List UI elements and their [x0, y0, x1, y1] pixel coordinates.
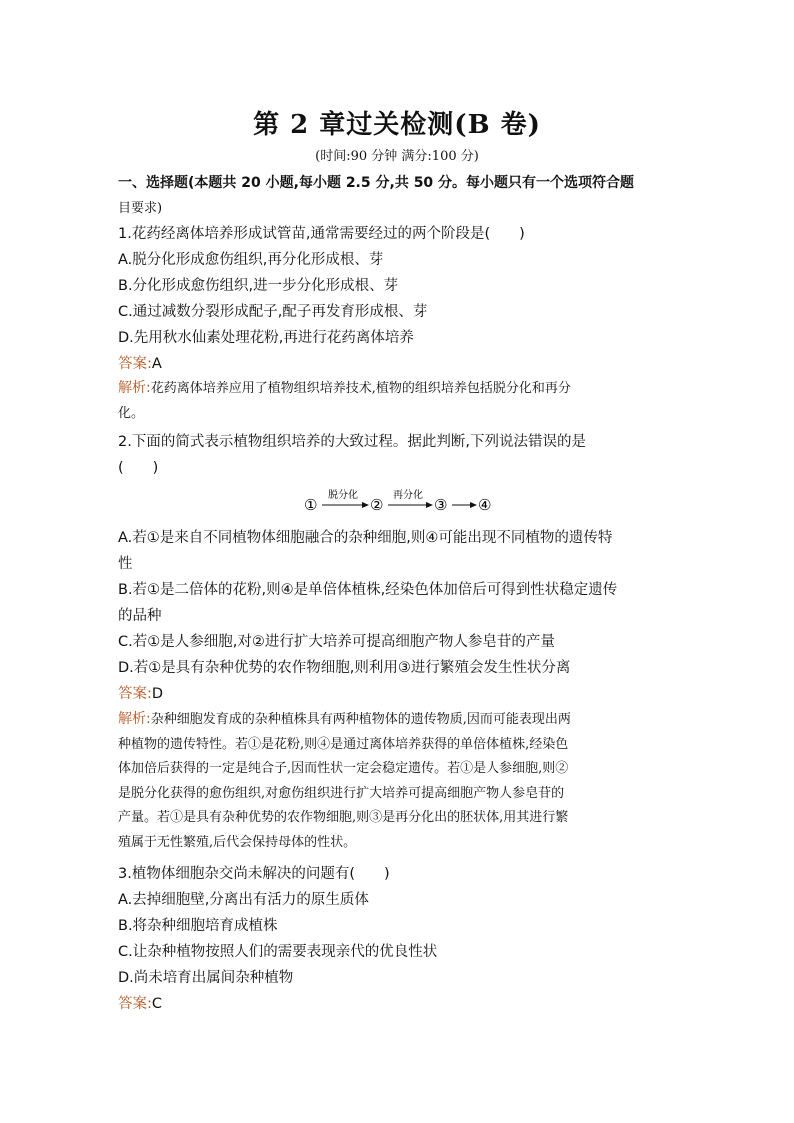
question-2-answer	[118, 682, 163, 703]
explanation-line: 体加倍后获得的一定是纯合子,因而性状一定会稳定遗传。若①是人参细胞,则②	[118, 761, 569, 776]
diagram-node-2: ②	[370, 496, 384, 514]
page-title: 第 2 章过关检测(B 卷)	[253, 110, 541, 140]
question-3-option-d: D.尚未培育出属间杂种植物	[118, 970, 294, 986]
section-heading	[118, 172, 634, 192]
question-1-option-a: A.脱分化形成愈伤组织,再分化形成根、芽	[118, 252, 384, 268]
answer-label: 答案:	[118, 996, 152, 1012]
question-1-option-b: B.分化形成愈伤组织,进一步分化形成根、芽	[118, 278, 399, 294]
question-2-option-a-cont: 性	[118, 556, 133, 572]
question-2-option-b-cont: 的品种	[118, 608, 162, 624]
exam-meta: (时间:90 分钟 满分:100 分)	[315, 149, 479, 164]
question-2-option-c: C.若①是人参细胞,对②进行扩大培养可提高细胞产物人参皂苷的产量	[118, 634, 555, 650]
explanation-line: 是脱分化获得的愈伤组织,对愈伤组织进行扩大培养可提高细胞产物人参皂苷的	[118, 785, 565, 801]
diagram-node-4: ④	[478, 496, 492, 514]
answer-value: D	[151, 686, 164, 702]
answer-label: 答案:	[118, 356, 152, 372]
explanation-line: 殖属于无性繁殖,后代会保持母体的性状。	[118, 834, 357, 850]
question-1-answer	[118, 352, 162, 373]
answer-value: A	[151, 356, 162, 372]
question-3-answer	[118, 992, 162, 1013]
question-1-option-d: D.先用秋水仙素处理花粉,再进行花药离体培养	[118, 330, 414, 346]
question-1-option-c: C.通过减数分裂形成配子,配子再发育形成根、芽	[118, 304, 428, 320]
explanation-label: 解析:	[118, 380, 151, 396]
explanation-line: 产量。若①是具有杂种优势的农作物细胞,则③是再分化出的胚状体,用其进行繁	[118, 810, 569, 825]
question-2-stem: 2.下面的简式表示植物组织培养的大致过程。据此判断,下列说法错误的是	[118, 434, 586, 450]
question-3-stem: 3.植物体细胞杂交尚未解决的问题有( )	[118, 866, 390, 882]
answer-label: 答案:	[118, 686, 152, 702]
diagram-arrow-1-label: 脱分化	[328, 490, 358, 501]
question-2-option-b: B.若①是二倍体的花粉,则④是单倍体植株,经染色体加倍后可得到性状稳定遗传	[118, 582, 618, 598]
section-heading-line2: 目要求)	[118, 201, 163, 216]
diagram-node-1: ①	[304, 496, 318, 514]
question-1-stem: 1.花药经离体培养形成试管苗,通常需要经过的两个阶段是( )	[118, 226, 525, 242]
explanation-line: 化。	[118, 405, 145, 421]
question-3-option-c: C.让杂种植物按照人们的需要表现亲代的优良性状	[118, 944, 438, 960]
diagram-arrow-2-label: 再分化	[393, 490, 423, 501]
explanation-label: 解析:	[118, 711, 151, 727]
process-diagram	[300, 488, 500, 518]
section-heading-line1: 一、选择题(本题共 20 小题,每小题 2.5 分,共 50 分。每小题只有一个选项符合题	[118, 175, 635, 191]
explanation-line: 杂种细胞发育成的杂种植株具有两种植物体的遗传物质,因而可能表现出两	[150, 712, 571, 727]
question-2-explanation	[118, 707, 682, 855]
diagram-node-3: ③	[434, 496, 448, 514]
answer-value: C	[151, 996, 163, 1012]
explanation-line: 种植物的遗传特性。若①是花粉,则④是通过离体培养获得的单倍体植株,经染色	[118, 736, 569, 752]
explanation-line: 花药离体培养应用了植物组织培养技术,植物的组织培养包括脱分化和再分	[150, 381, 571, 396]
question-3-option-b: B.将杂种细胞培育成植株	[118, 918, 278, 934]
question-2-option-d: D.若①是具有杂种优势的农作物细胞,则利用③进行繁殖会发生性状分离	[118, 660, 571, 676]
question-2-option-a: A.若①是来自不同植物体细胞融合的杂种细胞,则④可能出现不同植物的遗传特	[118, 530, 613, 546]
question-1-explanation	[118, 376, 682, 426]
question-2-stem-blank: ( )	[118, 460, 159, 476]
question-3-option-a: A.去掉细胞壁,分离出有活力的原生质体	[118, 892, 369, 908]
